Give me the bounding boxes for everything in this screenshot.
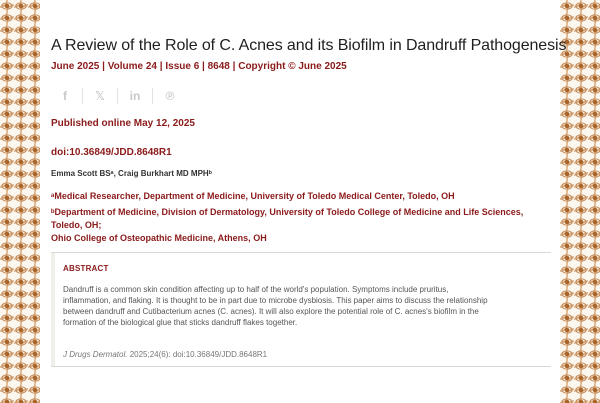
- citation: [63, 350, 267, 359]
- abstract-section: [51, 252, 551, 367]
- affiliation-a: ᵃMedical Researcher, Department of Medicine, University of Toledo Medical Center, Toledo, OH: [51, 191, 455, 201]
- citation-detail: 2025;24(6): doi:10.36849/JDD.8648R1: [127, 350, 268, 359]
- x-icon[interactable]: 𝕏: [95, 89, 105, 103]
- doi-link[interactable]: doi:10.36849/JDD.8648R1: [51, 147, 172, 158]
- share-bar: [56, 86, 179, 106]
- linkedin-icon[interactable]: in: [129, 89, 141, 103]
- affiliation-b-cont2: Ohio College of Osteopathic Medicine, Athens, OH: [51, 233, 267, 243]
- pinterest-icon[interactable]: ℗: [165, 89, 175, 103]
- decorative-border-right: [560, 0, 600, 403]
- share-divider: [117, 88, 118, 104]
- citation-journal: J Drugs Dermatol.: [63, 350, 128, 359]
- abstract-heading: ABSTRACT: [63, 264, 109, 273]
- share-divider: [82, 88, 83, 104]
- issue-line[interactable]: June 2025 | Volume 24 | Issue 6 | 8648 | Copyright © June 2025: [51, 61, 347, 72]
- affiliation-b: ᵇDepartment of Medicine, Division of Dermatology, University of Toledo College of Medicine and Life Sciences,: [51, 207, 524, 217]
- abstract-text: Dandruff is a common skin condition affecting up to half of the world's population. Symptoms include pruritus, inflammation, and flaking. It is thought to be in part due to microbe dysbiosis. This paper aims to discuss the relationship between dandruff and Cutibacterium acnes (C. acnes). It will also explore the potential role of C. acnes's biofilm in the formation of the biological glue that sticks dandruff flakes together.: [63, 285, 488, 327]
- author-list: Emma Scott BSᵃ, Craig Burkhart MD MPHᵇ: [51, 169, 212, 178]
- published-date: Published online May 12, 2025: [51, 118, 195, 129]
- affiliation-b-cont: Toledo, OH;: [51, 220, 102, 230]
- article-title: A Review of the Role of C. Acnes and its Biofilm in Dandruff Pathogenesis: [51, 37, 567, 54]
- share-divider: [152, 88, 153, 104]
- facebook-icon[interactable]: f: [63, 89, 67, 103]
- decorative-border-left: [0, 0, 40, 403]
- abstract-panel: [51, 253, 545, 366]
